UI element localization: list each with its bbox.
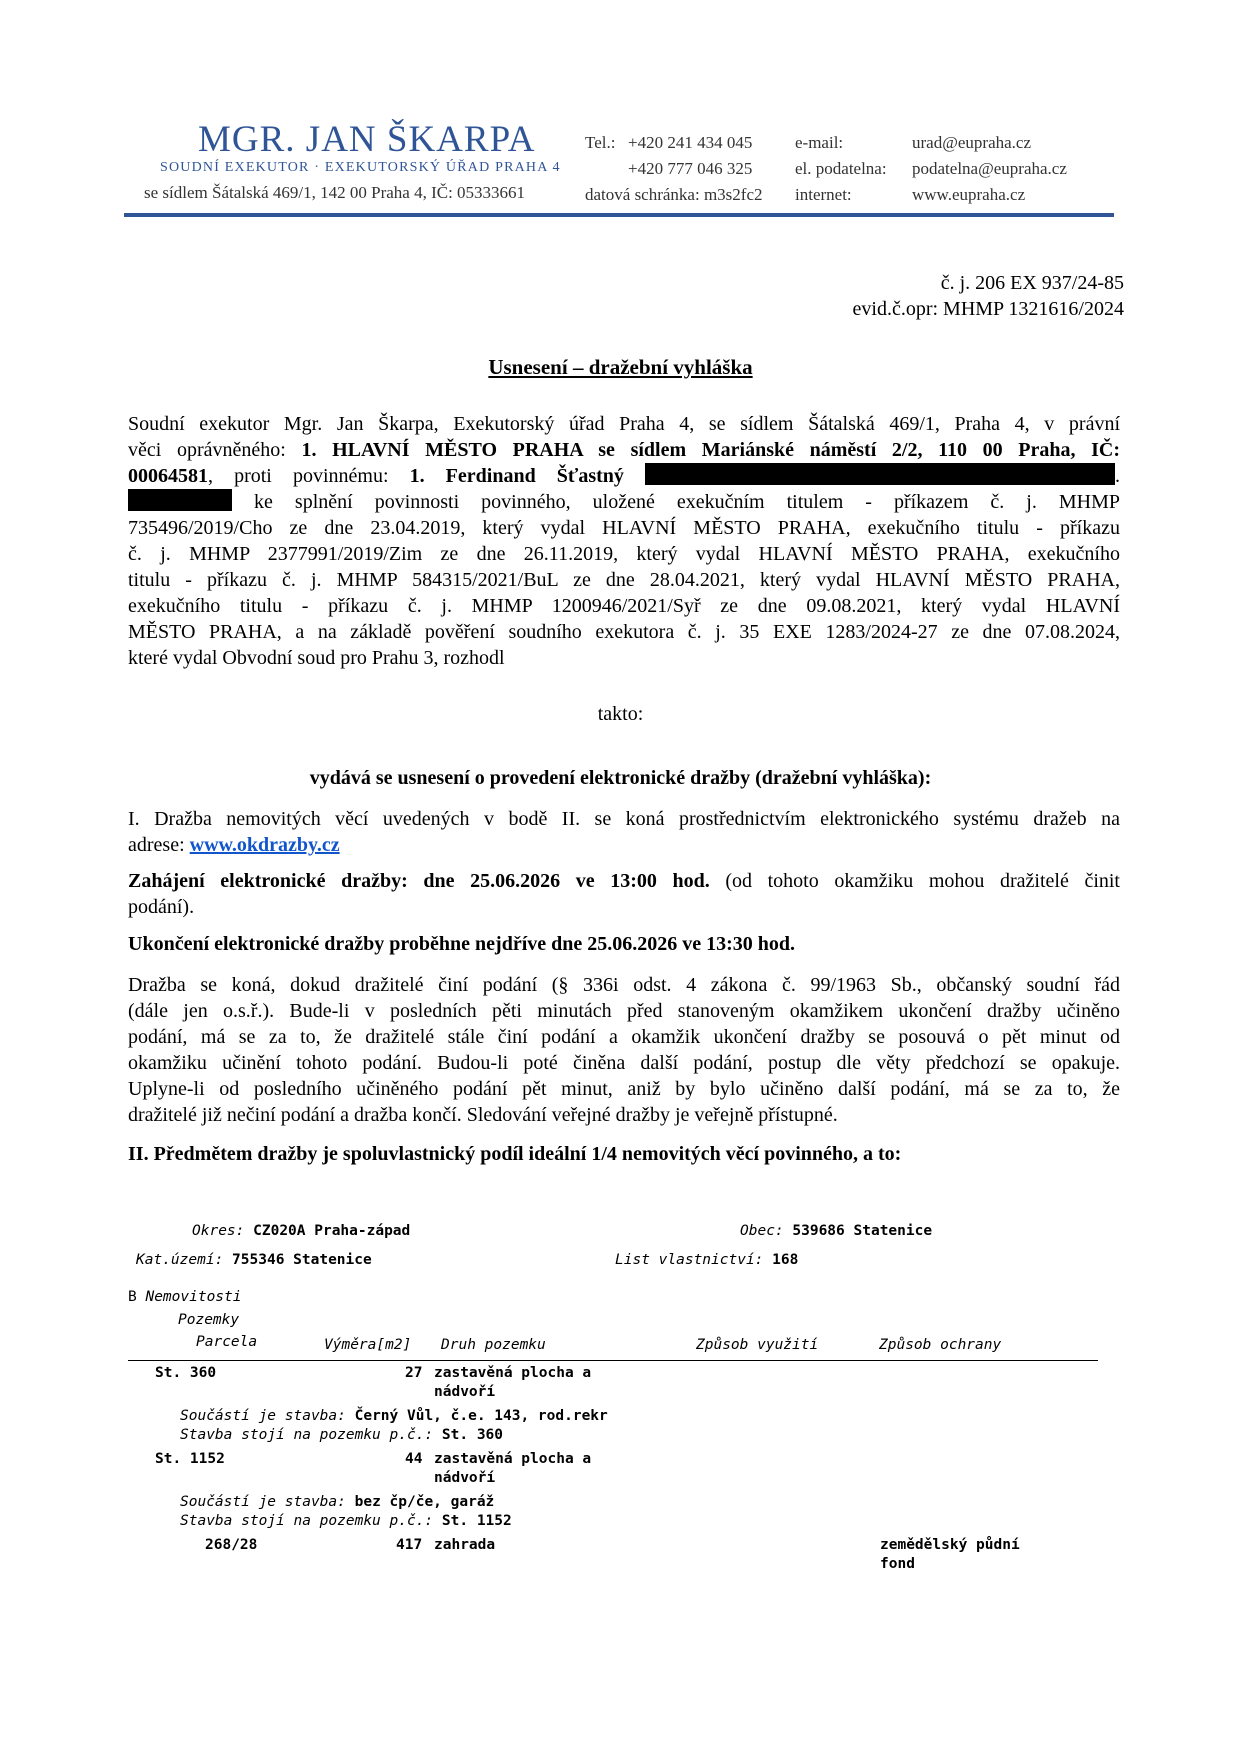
evidence-number: evid.č.opr: MHMP 1321616/2024 [852, 298, 1124, 320]
decision-heading: vydává se usnesení o provedení elektronické dražby (dražební vyhláška): [309, 767, 932, 789]
creditor-id: 00064581 [128, 465, 208, 487]
table-row: St. 1152 [155, 1451, 225, 1467]
cadastre-section-b: B Nemovitosti [128, 1289, 242, 1305]
section-2-heading: II. Předmětem dražby je spoluvlastnický podíl ideální 1/4 nemovitých věcí povinného, a to: [128, 1143, 902, 1165]
section-1-line-1: I. Dražba nemovitých věcí uvedených v bodě II. se koná prostřednictvím elektronického systému dražeb na [128, 808, 1120, 830]
takto: takto: [597, 703, 644, 725]
intro-line-8: exekučního titulu - příkazu č. j. MHMP 1200946/2021/Syř ze dne 09.08.2021, který vydal HLAVNÍ [128, 595, 1120, 617]
col-druh: Druh pozemku [441, 1337, 546, 1353]
auction-start: Zahájení elektronické dražby: dne 25.06.2026 ve 13:00 hod. (od tohoto okamžiku mohou dražitelé činit podání). [128, 870, 1120, 918]
web-link[interactable]: www.eupraha.cz [912, 185, 1026, 204]
intro-line-6: č. j. MHMP 2377991/2019/Zim ze dne 26.11.2019, který vydal HLAVNÍ MĚSTO PRAHA, exekučního [128, 543, 1120, 565]
case-number: č. j. 206 EX 937/24-85 [940, 272, 1124, 294]
web-label: internet: [795, 185, 852, 204]
cadastre-ku: Kat.území: 755346 Statenice [136, 1252, 372, 1268]
header-divider [124, 213, 1114, 217]
auction-end-time: Ukončení elektronické dražby proběhne nejdříve dne 25.06.2026 ve 13:30 hod. [128, 933, 796, 955]
auction-site-link[interactable]: www.okdrazby.cz [189, 834, 340, 856]
intro-line-1: Soudní exekutor Mgr. Jan Škarpa, Exekutorský úřad Praha 4, se sídlem Šátalská 469/1, Praha 4, v právní [128, 413, 1120, 435]
debtor-name: 1. Ferdinand Šťastný [409, 465, 624, 487]
document-title: Usnesení – dražební vyhláška [488, 355, 753, 379]
auction-start-time: Zahájení elektronické dražby: dne 25.06.2026 ve 13:00 hod. [128, 870, 710, 892]
creditor: 1. HLAVNÍ MĚSTO PRAHA se sídlem Mariánské náměstí 2/2, 110 00 Praha, IČ: [301, 439, 1120, 461]
col-vyuziti: Způsob využití [696, 1337, 819, 1353]
intro-line-2: věci oprávněného: 1. HLAVNÍ MĚSTO PRAHA se sídlem Mariánské náměstí 2/2, 110 00 Praha, IČ: [128, 439, 1120, 461]
intro-line-9: MĚSTO PRAHA, a na základě pověření soudního exekutora č. j. 35 EXE 1283/2024-27 ze dne 07.08.2024, [128, 621, 1120, 643]
filing-link[interactable]: podatelna@eupraha.cz [912, 159, 1067, 178]
intro-line-4: ke splnění povinnosti povinného, uložené exekučním titulem - příkazem č. j. MHMP [128, 489, 1120, 515]
email-link[interactable]: urad@eupraha.cz [912, 133, 1031, 152]
col-ochrana: Způsob ochrany [879, 1337, 1002, 1353]
cadastre-lv: List vlastnictví: 168 [615, 1252, 799, 1268]
redaction-block [128, 489, 232, 511]
redaction-block [645, 463, 1115, 485]
auction-rules: Dražba se koná, dokud dražitelé činí podání (§ 336i odst. 4 zákona č. 99/1963 Sb., občanský soudní řád (dále jen o.s.ř.). Bude-li v posledních pěti minutách před stanoveným okamžikem ukončení dražby učiněno podání, má se za to, že dražitelé stále činí podání a okamžik ukončení dražby se posouvá o pět minut od okamžiku učinění tohoto podání. Budou-li poté činěna další podání, postup dle věty předchozí se opakuje. Uplyne-li od posledního učiněného podání pět minut, aniž by bylo učiněno další podání, má se za to, že dražitelé již nečiní podání a dražba končí. Sledování veřejné dražby je veřejně přístupné. [128, 974, 1120, 1126]
tel-1: +420 241 434 045 [628, 133, 753, 152]
tel-label: Tel.: [585, 133, 616, 152]
email-label: e-mail: [795, 133, 844, 152]
office-name: MGR. JAN ŠKARPA [198, 119, 536, 160]
intro-paragraph [128, 411, 1120, 671]
table-row: 268/28 [205, 1537, 258, 1553]
intro-line-10: které vydal Obvodní soud pro Prahu 3, rozhodl [128, 647, 505, 669]
cadastre-pozemky: Pozemky [178, 1312, 240, 1328]
section-1 [128, 806, 1120, 858]
cadastre-okres: Okres: CZ020A Praha-západ [192, 1223, 411, 1239]
office-subtitle: SOUDNÍ EXEKUTOR · EXEKUTORSKÝ ÚŘAD PRAHA 4 [160, 160, 561, 175]
table-divider [128, 1360, 1098, 1361]
intro-line-7: titulu - příkazu č. j. MHMP 584315/2021/BuL ze dne 28.04.2021, který vydal HLAVNÍ MĚSTO PRAHA, [128, 569, 1120, 591]
databox: datová schránka: m3s2fc2 [585, 185, 763, 204]
table-row: St. 360 [155, 1365, 217, 1381]
section-1-line-2: adrese: www.okdrazby.cz [128, 834, 340, 856]
filing-label: el. podatelna: [795, 159, 887, 178]
intro-line-5: 735496/2019/Cho ze dne 23.04.2019, který vydal HLAVNÍ MĚSTO PRAHA, exekučního titulu - příkazu [128, 517, 1120, 539]
intro-line-3: 00064581, proti povinnému: 1. Ferdinand Šťastný . [128, 465, 1120, 487]
tel-2: +420 777 046 325 [628, 159, 753, 178]
col-vymera: Výměra[m2] [324, 1337, 412, 1353]
cadastre-obec: Obec: 539686 Statenice [740, 1223, 933, 1239]
office-address: se sídlem Šátalská 469/1, 142 00 Praha 4, IČ: 05333661 [144, 183, 526, 202]
col-parcela: Parcela [196, 1334, 258, 1350]
